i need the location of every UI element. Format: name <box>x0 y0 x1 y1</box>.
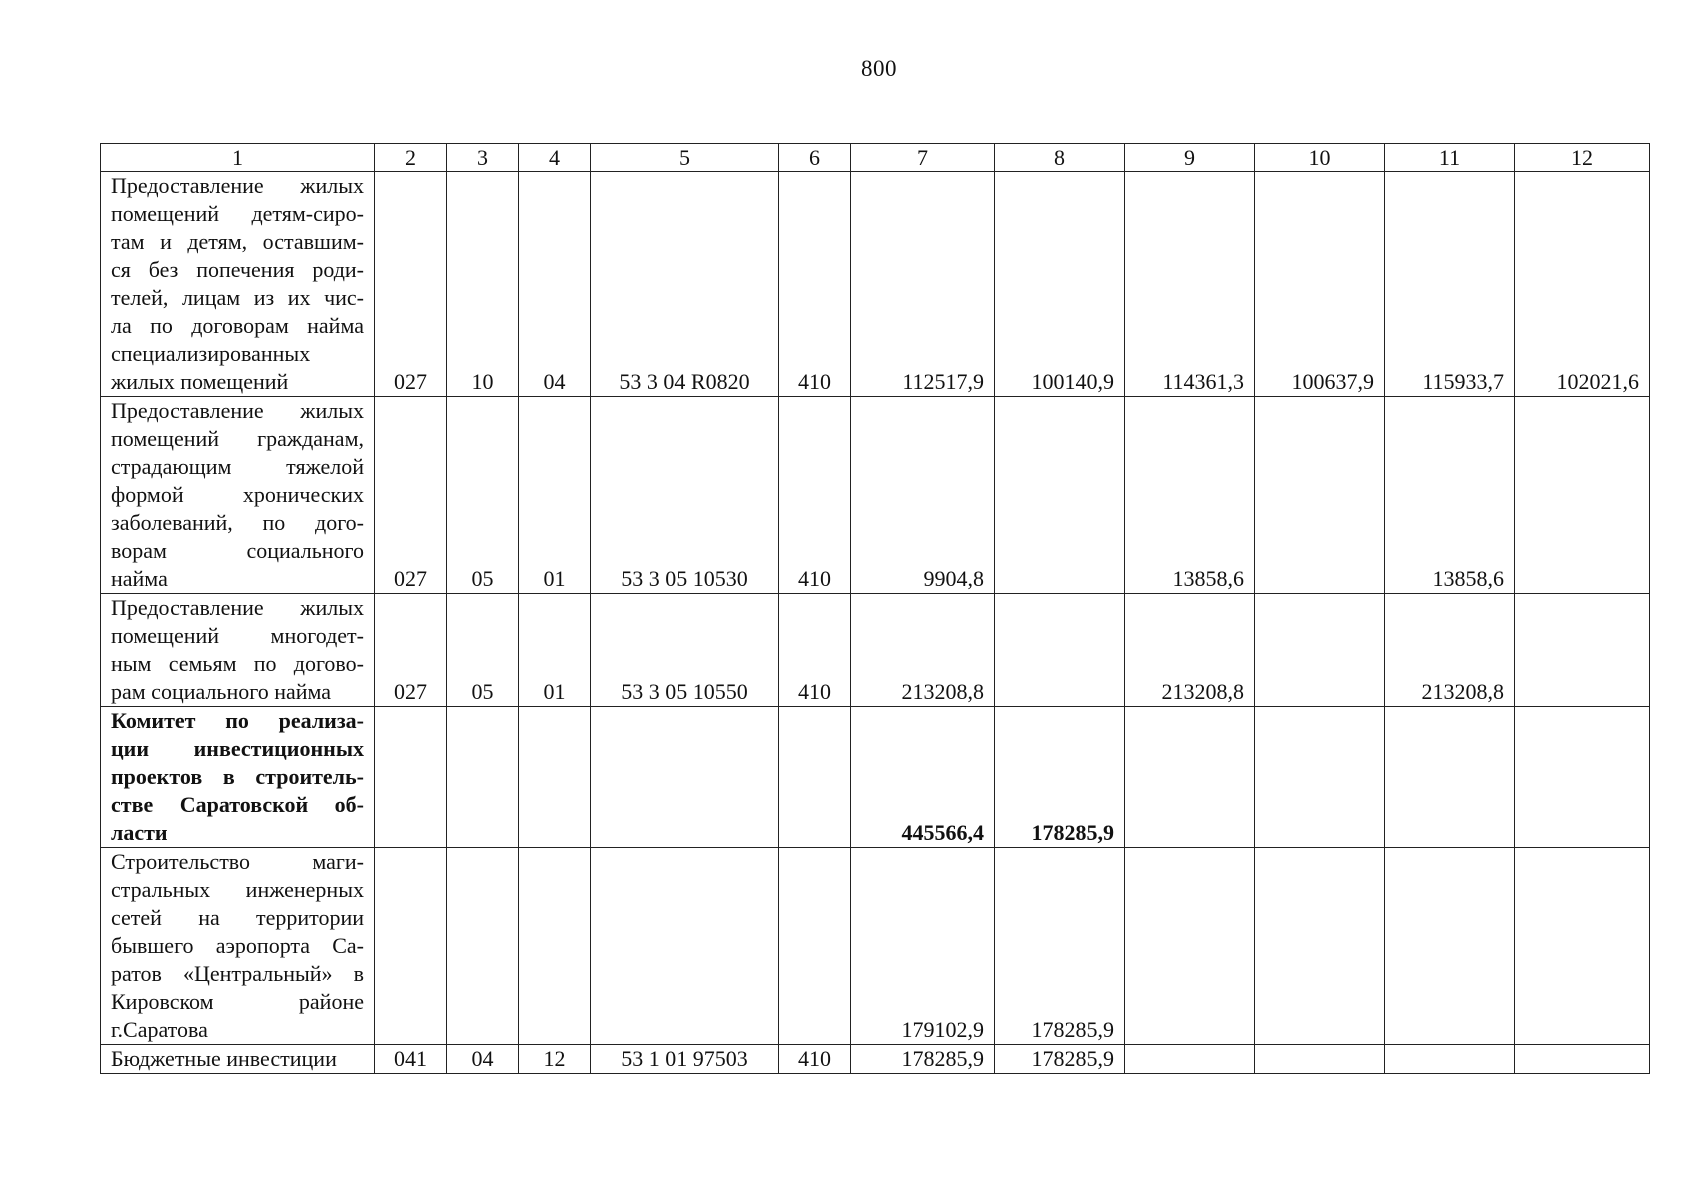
row-name-line: помещений гражданам, <box>111 426 364 451</box>
cell-col-11: 13858,6 <box>1385 397 1515 594</box>
row-name-line: рам социального найма <box>111 679 332 704</box>
cell-col-6: 410 <box>779 172 851 397</box>
cell-col-5: 53 3 05 10530 <box>591 397 779 594</box>
cell-col-2: 027 <box>375 172 447 397</box>
cell-col-3 <box>447 707 519 848</box>
row-name-line: Предоставление жилых <box>111 398 364 423</box>
row-name-line: специализированных <box>111 341 311 366</box>
cell-col-4: 12 <box>519 1045 591 1074</box>
row-name-line: телей, лицам из их чис- <box>111 285 364 310</box>
row-name <box>101 707 375 848</box>
cell-col-9: 114361,3 <box>1125 172 1255 397</box>
cell-col-11 <box>1385 1045 1515 1074</box>
table-row <box>101 707 1650 848</box>
cell-col-10 <box>1255 707 1385 848</box>
cell-col-11: 213208,8 <box>1385 594 1515 707</box>
cell-col-4 <box>519 707 591 848</box>
column-header-1: 1 <box>101 144 375 172</box>
table-row <box>101 397 1650 594</box>
table-body <box>101 172 1650 1074</box>
cell-col-4: 04 <box>519 172 591 397</box>
row-name <box>101 397 375 594</box>
cell-col-12 <box>1515 848 1650 1045</box>
cell-col-10 <box>1255 594 1385 707</box>
cell-col-7: 9904,8 <box>851 397 995 594</box>
row-name-line: Строительство маги- <box>111 849 364 874</box>
cell-col-6: 410 <box>779 594 851 707</box>
cell-col-9: 13858,6 <box>1125 397 1255 594</box>
column-header-4: 4 <box>519 144 591 172</box>
row-name-line: ным семьям по догово- <box>111 651 364 676</box>
row-name-line: сетей на территории <box>111 905 364 930</box>
cell-col-2 <box>375 848 447 1045</box>
cell-col-8: 178285,9 <box>995 1045 1125 1074</box>
row-name-line: ласти <box>111 820 168 845</box>
row-name-line: Комитет по реализа- <box>111 708 364 733</box>
cell-col-8 <box>995 397 1125 594</box>
row-name <box>101 594 375 707</box>
cell-col-7: 213208,8 <box>851 594 995 707</box>
cell-col-2: 027 <box>375 397 447 594</box>
cell-col-9 <box>1125 707 1255 848</box>
row-name-line: страдающим тяжелой <box>111 454 364 479</box>
row-name <box>101 172 375 397</box>
row-name-line: проектов в строитель- <box>111 764 364 789</box>
cell-col-8: 178285,9 <box>995 848 1125 1045</box>
cell-col-5: 53 3 05 10550 <box>591 594 779 707</box>
row-name-line: ся без попечения роди- <box>111 257 364 282</box>
cell-col-7: 179102,9 <box>851 848 995 1045</box>
column-header-11: 11 <box>1385 144 1515 172</box>
cell-col-8: 178285,9 <box>995 707 1125 848</box>
cell-col-7: 178285,9 <box>851 1045 995 1074</box>
row-name-line: ции инвестиционных <box>111 736 364 761</box>
cell-col-2: 041 <box>375 1045 447 1074</box>
row-name-line: ратов «Центральный» в <box>111 961 364 986</box>
cell-col-3: 04 <box>447 1045 519 1074</box>
cell-col-9: 213208,8 <box>1125 594 1255 707</box>
cell-col-9 <box>1125 1045 1255 1074</box>
cell-col-11: 115933,7 <box>1385 172 1515 397</box>
cell-col-3: 10 <box>447 172 519 397</box>
row-name-line: бывшего аэропорта Са- <box>111 933 364 958</box>
row-name <box>101 1045 375 1074</box>
column-header-12: 12 <box>1515 144 1650 172</box>
row-name-line: Предоставление жилых <box>111 595 364 620</box>
column-header-2: 2 <box>375 144 447 172</box>
cell-col-6 <box>779 848 851 1045</box>
cell-col-6: 410 <box>779 1045 851 1074</box>
row-name-line: г.Саратова <box>111 1017 208 1042</box>
table-row <box>101 848 1650 1045</box>
cell-col-6 <box>779 707 851 848</box>
cell-col-10 <box>1255 397 1385 594</box>
cell-col-4: 01 <box>519 594 591 707</box>
column-header-6: 6 <box>779 144 851 172</box>
column-header-8: 8 <box>995 144 1125 172</box>
cell-col-2 <box>375 707 447 848</box>
row-name-line: помещений детям-сиро- <box>111 201 364 226</box>
cell-col-10: 100637,9 <box>1255 172 1385 397</box>
row-name-line: жилых помещений <box>111 369 289 394</box>
cell-col-2: 027 <box>375 594 447 707</box>
page-number: 800 <box>861 56 897 81</box>
row-name-line: помещений многодет- <box>111 623 364 648</box>
cell-col-5: 53 1 01 97503 <box>591 1045 779 1074</box>
row-name-line: найма <box>111 566 168 591</box>
budget-table <box>100 143 1650 1074</box>
row-name-line: ворам социального <box>111 538 364 563</box>
cell-col-12 <box>1515 707 1650 848</box>
cell-col-3 <box>447 848 519 1045</box>
row-name-line: формой хронических <box>111 482 364 507</box>
cell-col-5 <box>591 848 779 1045</box>
row-name <box>101 848 375 1045</box>
cell-col-9 <box>1125 848 1255 1045</box>
row-name-line: стральных инженерных <box>111 877 364 902</box>
cell-col-10 <box>1255 848 1385 1045</box>
cell-col-12 <box>1515 594 1650 707</box>
cell-col-12: 102021,6 <box>1515 172 1650 397</box>
column-header-3: 3 <box>447 144 519 172</box>
row-name-line: стве Саратовской об- <box>111 792 364 817</box>
column-number-row <box>101 144 1650 172</box>
cell-col-4 <box>519 848 591 1045</box>
column-header-9: 9 <box>1125 144 1255 172</box>
cell-col-11 <box>1385 848 1515 1045</box>
cell-col-7: 445566,4 <box>851 707 995 848</box>
row-name-line: Предоставление жилых <box>111 173 364 198</box>
table-row <box>101 172 1650 397</box>
cell-col-11 <box>1385 707 1515 848</box>
cell-col-4: 01 <box>519 397 591 594</box>
cell-col-12 <box>1515 397 1650 594</box>
cell-col-6: 410 <box>779 397 851 594</box>
row-name-line: Бюджетные инвестиции <box>111 1046 337 1071</box>
cell-col-8: 100140,9 <box>995 172 1125 397</box>
column-header-10: 10 <box>1255 144 1385 172</box>
row-name-line: там и детям, оставшим- <box>111 229 364 254</box>
cell-col-12 <box>1515 1045 1650 1074</box>
table-row <box>101 1045 1650 1074</box>
cell-col-8 <box>995 594 1125 707</box>
cell-col-3: 05 <box>447 397 519 594</box>
cell-col-5 <box>591 707 779 848</box>
cell-col-7: 112517,9 <box>851 172 995 397</box>
row-name-line: заболеваний, по дого- <box>111 510 364 535</box>
column-header-5: 5 <box>591 144 779 172</box>
table-row <box>101 594 1650 707</box>
row-name-line: Кировском районе <box>111 989 364 1014</box>
cell-col-5: 53 3 04 R0820 <box>591 172 779 397</box>
column-header-7: 7 <box>851 144 995 172</box>
cell-col-3: 05 <box>447 594 519 707</box>
cell-col-10 <box>1255 1045 1385 1074</box>
row-name-line: ла по договорам найма <box>111 313 364 338</box>
